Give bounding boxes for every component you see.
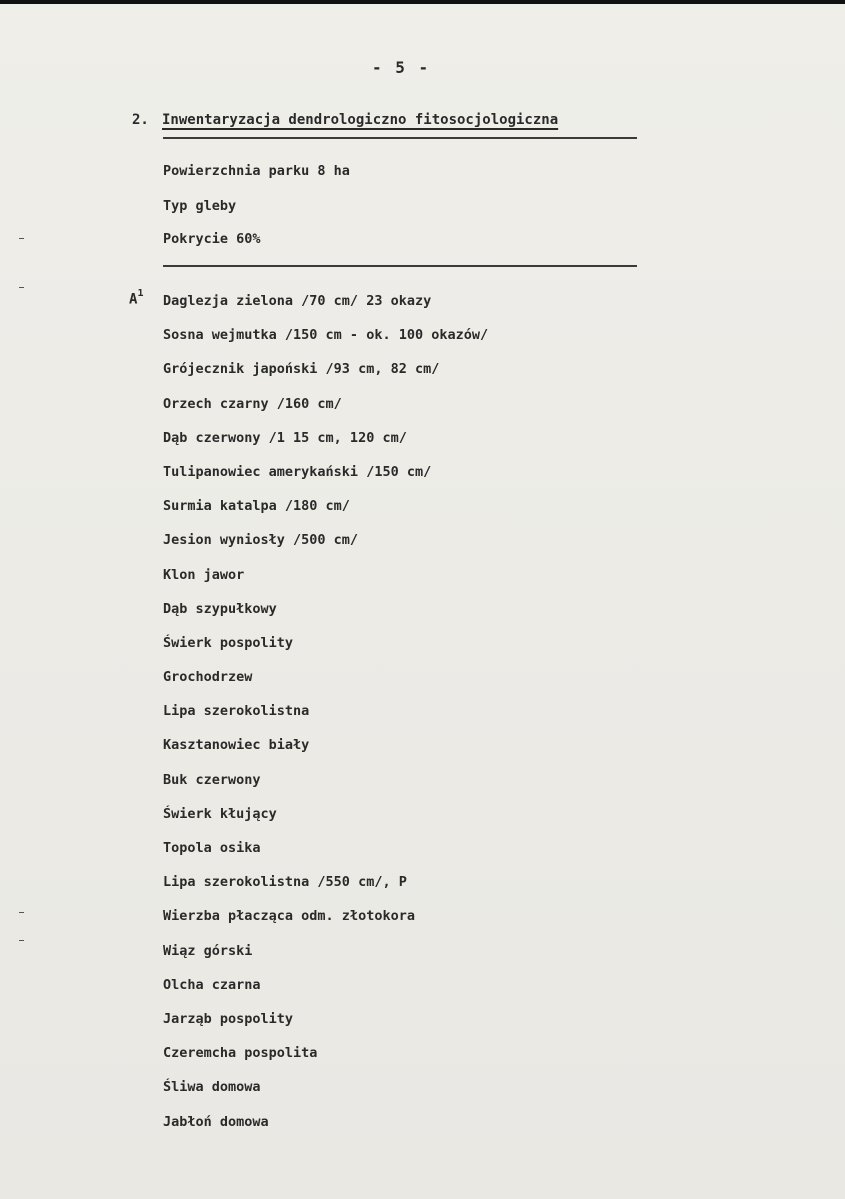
species-item: Wiąz górski [163, 942, 253, 959]
species-item: Olcha czarna [163, 976, 261, 993]
section-number: 2. [132, 112, 149, 128]
species-item: Orzech czarny /160 cm/ [163, 395, 342, 412]
scan-top-edge [0, 0, 845, 4]
group-letter: A [129, 291, 138, 308]
species-item: Tulipanowiec amerykański /150 cm/ [163, 463, 432, 480]
species-item: Dąb czerwony /1 15 cm, 120 cm/ [163, 429, 407, 446]
group-label [129, 290, 143, 308]
species-item: Jabłoń domowa [163, 1113, 269, 1130]
species-item: Jarząb pospolity [163, 1010, 294, 1027]
species-item: Topola osika [163, 840, 261, 856]
species-item: Buk czerwony [163, 771, 261, 788]
species-item: Dąb szypułkowy [163, 600, 277, 617]
section-title: Inwentaryzacja dendrologiczno fitosocjologiczna [162, 112, 559, 128]
margin-mark [19, 238, 24, 239]
species-item: Lipa szerokolistna /550 cm/, P [163, 874, 407, 891]
species-item: Świerk kłujący [163, 805, 277, 822]
section-heading [132, 112, 558, 128]
species-item: Śliwa domowa [163, 1079, 261, 1096]
species-item: Jesion wyniosły /500 cm/ [163, 532, 359, 549]
margin-mark [19, 287, 24, 288]
species-item: Wierzba płacząca odm. złotokora [163, 908, 415, 925]
species-list [163, 288, 488, 1143]
info-rule [163, 265, 637, 267]
species-item: Grochodrzew [163, 669, 253, 686]
group-superscript: 1 [137, 288, 144, 299]
species-item: Klon jawor [163, 566, 245, 583]
info-line-cover: Pokrycie 60% [163, 231, 261, 247]
species-item: Sosna wejmutka /150 cm - ok. 100 okazów/ [163, 327, 489, 344]
info-line-soil: Typ gleby [163, 198, 237, 214]
species-item: Świerk pospolity [163, 634, 294, 651]
species-item: Daglezja zielona /70 cm/ 23 okazy [163, 293, 432, 309]
species-item: Czeremcha pospolita [163, 1045, 318, 1062]
margin-mark [19, 940, 24, 941]
species-item: Lipa szerokolistna [163, 703, 310, 720]
species-item: Kasztanowiec biały [163, 737, 310, 754]
margin-mark [19, 912, 24, 913]
species-item: Surmia katalpa /180 cm/ [163, 498, 350, 515]
species-item: Grójecznik japoński /93 cm, 82 cm/ [163, 361, 440, 378]
page-number: - 5 - [372, 58, 431, 77]
info-line-area: Powierzchnia parku 8 ha [163, 163, 350, 179]
heading-rule [163, 137, 637, 139]
